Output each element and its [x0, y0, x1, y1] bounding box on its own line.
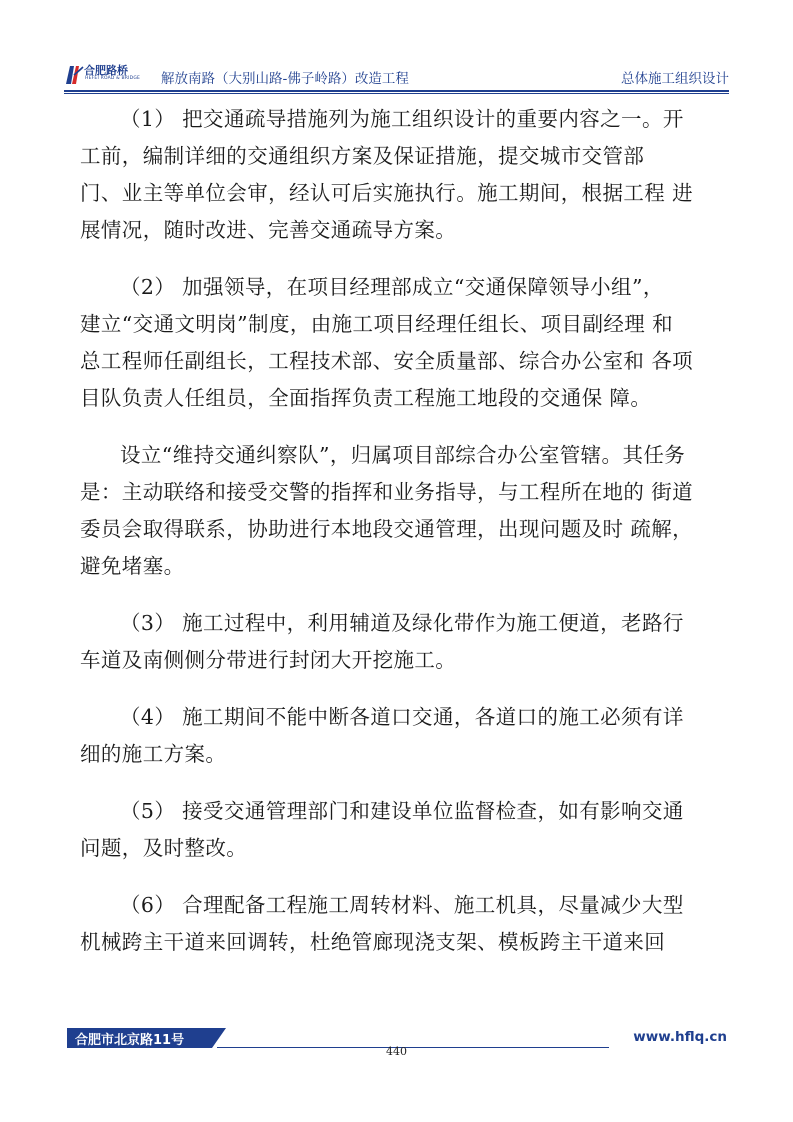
text-line: （1） 把交通疏导措施列为施工组织设计的重要内容之一。开 [120, 107, 684, 131]
header-divider-thin [64, 93, 729, 94]
text-line: 车道及南侧侧分带进行封闭大开挖施工。 [80, 648, 457, 672]
paragraph [80, 269, 720, 417]
text-line: 委员会取得联系，协助进行本地段交通管理，出现问题及时 疏解， [80, 517, 694, 541]
document-body [80, 101, 720, 981]
paragraph [80, 793, 720, 867]
logo-subtext: HEFEI ROAD & BRIDGE [85, 76, 141, 81]
text-line: 目队负责人任组员，全面指挥负责工程施工地段的交通保 障。 [80, 386, 652, 410]
paragraph [80, 437, 720, 585]
text-line: 总工程师任副组长，工程技术部、安全质量部、综合办公室和 各项 [80, 349, 694, 373]
text-line: 避免堵塞。 [80, 554, 185, 578]
page-number: 440 [386, 1045, 407, 1058]
project-title: 解放南路（大别山路-佛子岭路）改造工程 [161, 71, 409, 87]
text-line: 细的施工方案。 [80, 742, 227, 766]
text-line: 问题，及时整改。 [80, 836, 248, 860]
text-line: 建立“交通文明岗”制度，由施工项目经理任组长、项目副经理 和 [80, 312, 673, 336]
paragraph [80, 101, 720, 249]
paragraph [80, 699, 720, 773]
footer-address: 合肥市北京路11号 [75, 1033, 185, 1048]
text-line: （3） 施工过程中，利用辅道及绿化带作为施工便道，老路行 [120, 611, 684, 635]
page-header [64, 62, 729, 94]
text-line: 设立“维持交通纠察队”，归属项目部综合办公室管辖。其任务 [120, 443, 686, 467]
logo-text: 合肥路桥 [84, 64, 128, 77]
document-title: 总体施工组织设计 [621, 71, 729, 87]
company-logo [64, 62, 150, 88]
text-line: （4） 施工期间不能中断各道口交通，各道口的施工必须有详 [120, 705, 684, 729]
text-line: 门、业主等单位会审，经认可后实施执行。施工期间，根据工程 进 [80, 181, 694, 205]
text-line: 机械跨主干道来回调转，杜绝管廊现浇支架、模板跨主干道来回 [80, 930, 666, 954]
footer-website: www.hflq.cn [633, 1029, 727, 1045]
text-line: 工前，编制详细的交通组织方案及保证措施，提交城市交管部 [80, 144, 645, 168]
text-line: 展情况，随时改进、完善交通疏导方案。 [80, 218, 457, 242]
text-line: （6） 合理配备工程施工周转材料、施工机具，尽量减少大型 [120, 893, 684, 917]
text-line: （5） 接受交通管理部门和建设单位监督检查，如有影响交通 [120, 799, 684, 823]
header-divider [64, 90, 729, 92]
text-line: 是：主动联络和接受交警的指挥和业务指导，与工程所在地的 街道 [80, 480, 694, 504]
paragraph [80, 887, 720, 961]
logo-mark-icon [64, 64, 84, 86]
text-line: （2） 加强领导，在项目经理部成立“交通保障领导小组”， [120, 275, 664, 299]
paragraph [80, 605, 720, 679]
